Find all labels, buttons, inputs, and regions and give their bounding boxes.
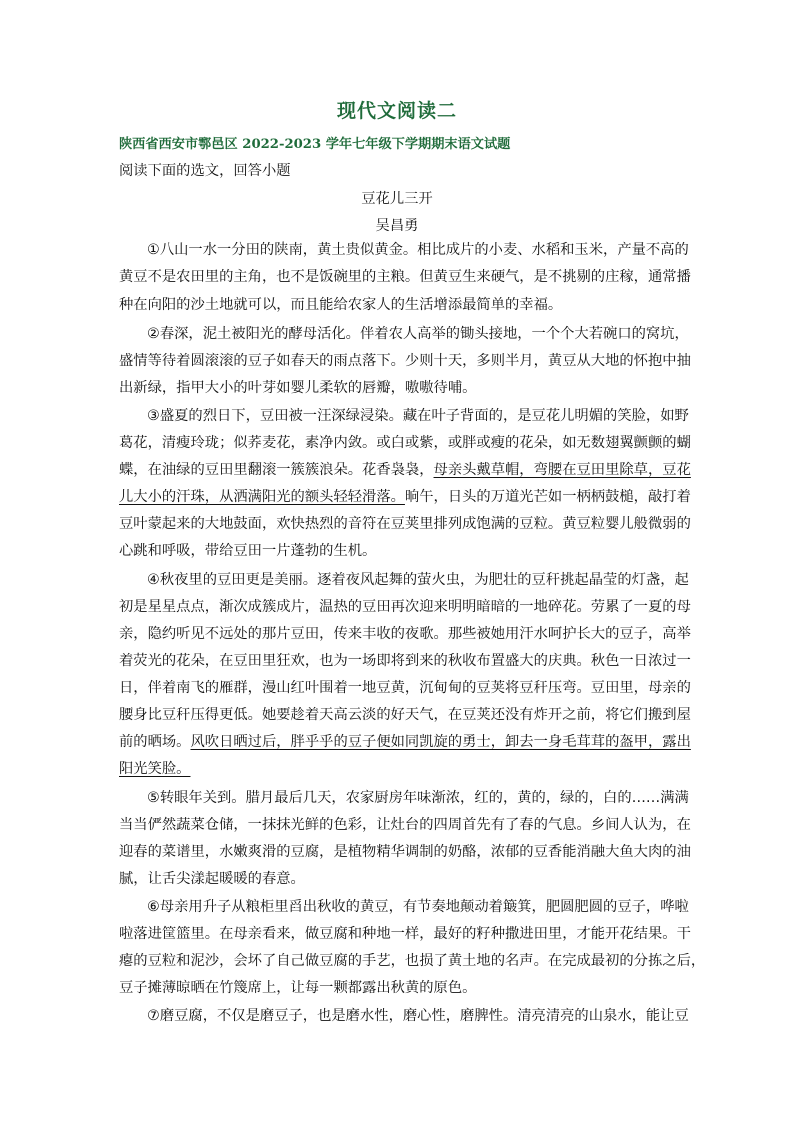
- line-text: ①八山一水一分田的陕南，黄土贵似黄金。相比成片的小麦、水稻和玉米，产量不高的: [147, 242, 689, 258]
- line-text: 盛情等待着圆滚滚的豆子如春天的雨点落下。少则十天，多则半月，黄豆从大地的怀抱中抽: [119, 353, 691, 369]
- line-text: 黄豆不是农田里的主角，也不是饭碗里的主粮。但黄豆生来硬气，是不挑剔的庄稼，通常播: [119, 269, 691, 285]
- line-text: ⑤转眼年关到。腊月最后几天，农家厨房年味渐浓，红的，黄的，绿的，白的……满满: [147, 790, 689, 806]
- line-text: 蝶，在油绿的豆田里翻滚一簇簇浪朵。花香袅袅，: [119, 462, 434, 478]
- text-line: [119, 1006, 689, 1026]
- line-text: ④秋夜里的豆田更是美丽。逐着夜风起舞的萤火虫，为肥壮的豆秆挑起晶莹的灯盏，起: [147, 572, 689, 588]
- text-line: [119, 487, 691, 507]
- line-text: 瘪的豆粒和泥沙，会坏了自己做豆腐的手艺，也损了黄土地的名声。在完成最初的分拣之后，: [119, 953, 706, 969]
- line-text: 啦落进筐篮里。在母亲看来，做豆腐和种地一样，最好的籽种撒进田里，才能开花结果。干: [119, 926, 691, 942]
- text-line: [119, 324, 689, 344]
- text-line: [119, 924, 691, 944]
- page-title: 现代文阅读二: [336, 100, 457, 122]
- line-text: 豆叶蒙起来的大地鼓面，欢快热烈的音符在豆荚里排列成饱满的豆粒。黄豆粒婴儿般微弱的: [119, 516, 691, 532]
- line-text: 豆子摊薄晾晒在竹篾席上，让每一颗都露出秋黄的原色。: [119, 980, 477, 996]
- line-text: 初是星星点点，渐次成簇成片，温热的豆田再次迎来明明暗暗的一地碎花。劳累了一夏的母: [119, 599, 691, 615]
- text-line: [119, 897, 689, 917]
- essay-title: 豆花儿三开: [361, 191, 433, 207]
- line-text: 腻，让舌尖漾起暖暖的春意。: [119, 871, 305, 887]
- reading-instruction: 阅读下面的选文，回答小题: [119, 163, 291, 179]
- text-line: [119, 406, 689, 426]
- line-text: 心跳和呼吸，带给豆田一片蓬勃的生机。: [119, 543, 377, 559]
- line-text: 种在向阳的沙土地就可以，而且能给农家人的生活增添最简单的幸福。: [119, 297, 563, 313]
- text-line: [119, 788, 689, 808]
- line-text: 日，伴着南飞的雁群，漫山红叶围着一地豆黄，沉甸甸的豆荚将豆秆压弯。豆田里，母亲的: [119, 680, 691, 696]
- line-text: 迎春的菜谱里，水嫩爽滑的豆腐，是植物精华调制的奶酪，浓郁的豆香能消融大鱼大肉的油: [119, 844, 691, 860]
- text-line: [119, 570, 689, 590]
- line-text: ③盛夏的烈日下，豆田被一汪深绿浸染。藏在叶子背面的，是豆花儿明媚的笑脸，如野: [147, 408, 689, 424]
- line-text: 出新绿，指甲大小的叶芽如婴儿柔软的唇瓣，嗷嗷待哺。: [119, 380, 477, 396]
- essay-author: 吴昌勇: [375, 218, 419, 234]
- line-text: 腰身比豆秆压得更低。她要趁着天高云淡的好天气，在豆荚还没有炸开之前，将它们搬到屋: [119, 707, 691, 723]
- text-line: [119, 597, 691, 617]
- text-line: [119, 951, 706, 971]
- text-line: [119, 651, 691, 671]
- line-text: 当当俨然蔬菜仓储，一抹抹光鲜的色彩，让灶台的四周首先有了春的气息。乡间人认为，在: [119, 817, 691, 833]
- exam-source: 陕西省西安市鄠邑区 2022-2023 学年七年级下学期期末语文试题: [119, 137, 511, 152]
- text-line: [119, 624, 691, 644]
- line-text: 前的晒场。: [119, 734, 191, 750]
- line-text: 着荧光的花朵，在豆田里狂欢，也为一场即将到来的秋收布置盛大的庆典。秋色一日浓过一: [119, 653, 691, 669]
- line-text: 晌午，日头的万道光芒如一柄柄鼓槌，敲打着: [404, 489, 691, 505]
- text-line: [119, 240, 689, 260]
- line-text: ②春深，泥土被阳光的酵母活化。伴着农人高举的锄头接地，一个个大若碗口的窝坑，: [147, 326, 689, 342]
- line-text: 亲，隐约听见不远处的那片豆田，传来丰收的夜歌。那些被她用汗水呵护长大的豆子，高举: [119, 626, 691, 642]
- text-line: [119, 759, 675, 779]
- text-line: [119, 514, 691, 534]
- text-line: [119, 678, 691, 698]
- line-text: ⑥母亲用升子从粮柜里舀出秋收的黄豆，有节奏地颠动着簸箕，肥圆肥圆的豆子，哗啦: [147, 899, 689, 915]
- text-line: [119, 460, 691, 480]
- text-line: [119, 351, 691, 371]
- text-line: [119, 378, 675, 398]
- text-line: [119, 842, 691, 862]
- underlined-sentence: 阳光笑脸。: [119, 761, 191, 777]
- line-text: ⑦磨豆腐，不仅是磨豆子，也是磨水性，磨心性，磨脾性。清亮清亮的山泉水，能让豆: [147, 1008, 689, 1024]
- underlined-sentence: 儿大小的汗珠，从洒满阳光的额头轻轻滑落。: [119, 489, 405, 505]
- text-line: [119, 732, 691, 752]
- text-line: [119, 815, 691, 835]
- underlined-sentence: 母亲头戴草帽，弯腰在豆田里除草，豆花: [433, 462, 691, 478]
- text-line: [119, 705, 691, 725]
- text-line: [119, 295, 675, 315]
- line-text: 葛花，清瘦玲珑；似荞麦花，素净内敛。或白或紫，或胖或瘦的花朵，如无数翅翼颤颤的蝴: [119, 435, 691, 451]
- text-line: [119, 433, 691, 453]
- text-line: [119, 869, 675, 889]
- underlined-sentence: 风吹日晒过后，胖乎乎的豆子便如同凯旋的勇士，卸去一身毛茸茸的盔甲，露出: [190, 734, 691, 750]
- text-line: [119, 267, 691, 287]
- text-line: [119, 978, 675, 998]
- text-line: [119, 541, 675, 561]
